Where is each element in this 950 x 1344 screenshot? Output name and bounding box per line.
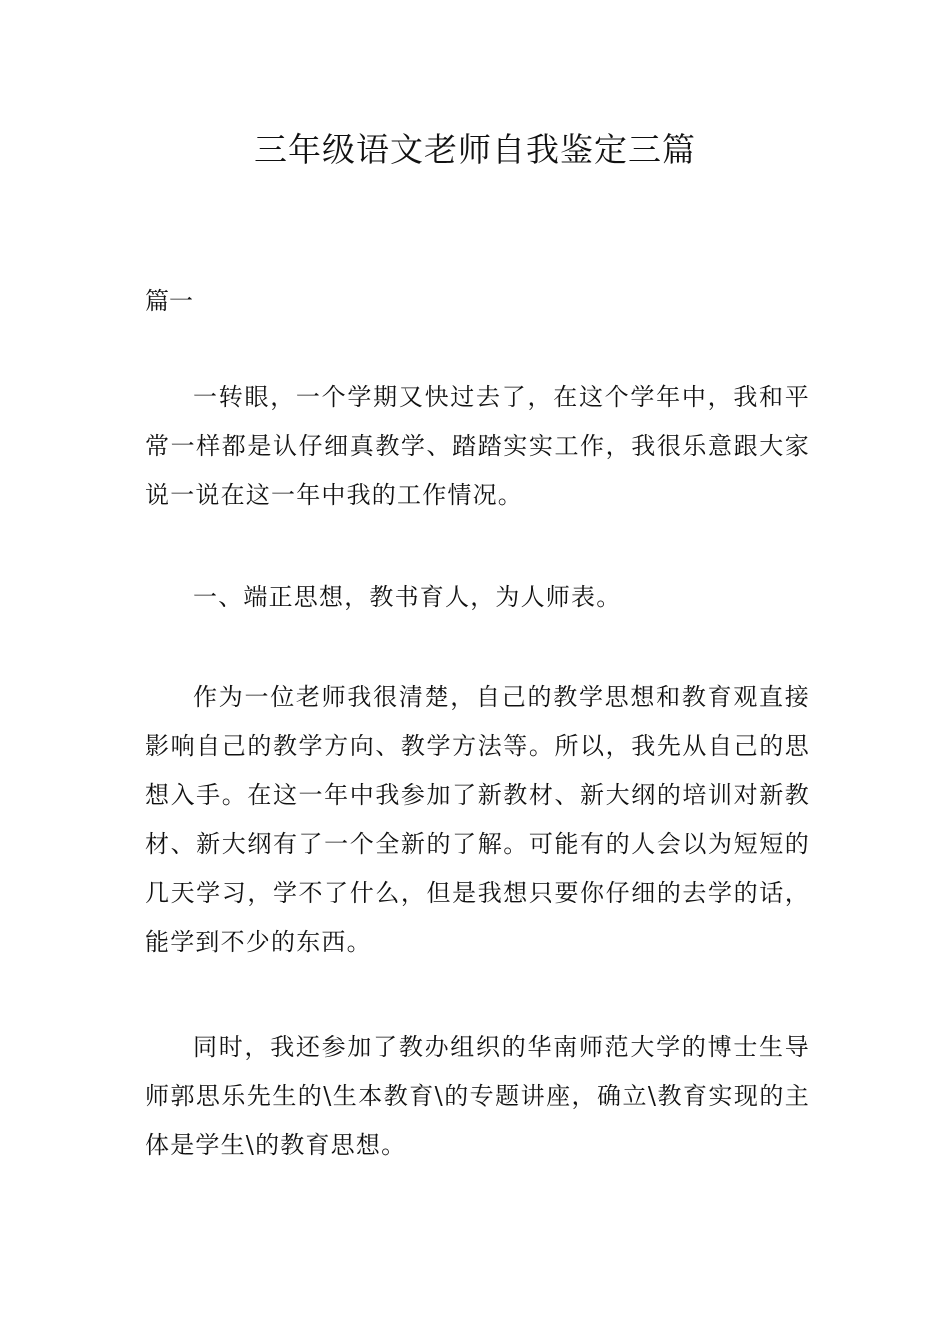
paragraph-body-1: 作为一位老师我很清楚，自己的教学思想和教育观直接影响自己的教学方向、教学方法等。所以，我先从自己的思想入手。在这一年中我参加了新教材、新大纲的培训对新教材、新大纲有了一个全新的了解。可能有的人会以为短短的几天学习，学不了什么，但是我想只要你仔细的去学的话，能学到不少的东西。	[145, 683, 810, 956]
paragraph-body-2: 同时，我还参加了教办组织的华南师范大学的博士生导师郭思乐先生的\生本教育\的专题讲座，确立\教育实现的主体是学生\的教育思想。	[145, 1033, 810, 1159]
document-title: 三年级语文老师自我鉴定三篇	[254, 130, 696, 169]
paragraph-heading-1: 一、端正思想，教书育人，为人师表。	[193, 583, 622, 611]
paragraph-intro: 一转眼，一个学期又快过去了，在这个学年中，我和平常一样都是认仔细真教学、踏踏实实工作，我很乐意跟大家说一说在这一年中我的工作情况。	[145, 383, 810, 509]
section-label: 篇一	[145, 287, 193, 315]
